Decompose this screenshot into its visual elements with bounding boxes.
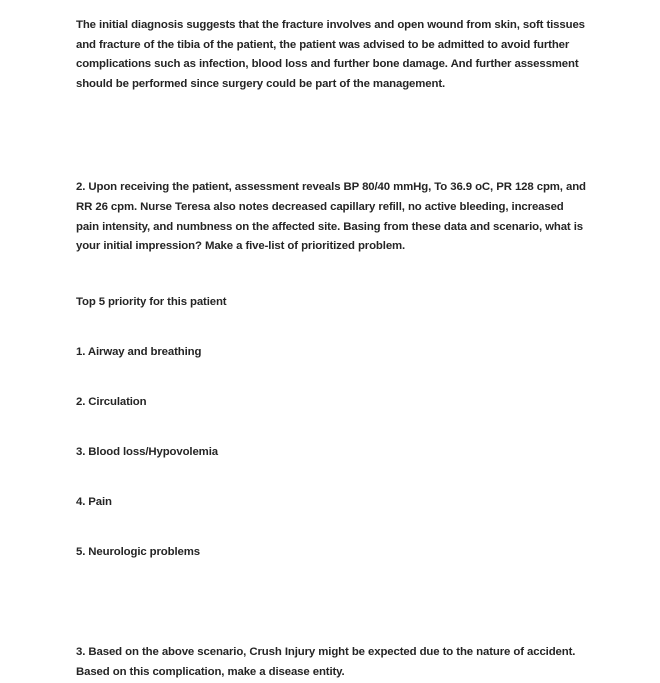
list-item: 4. Pain [76, 496, 112, 509]
paragraph-initial-diagnosis: The initial diagnosis suggests that the fracture involves and open wound from skin, soft tissues and fracture of the tibia of the patient, the patient was advised to be admitted to avoid further complications such as infection, blood loss and further bone damage. And further assessment should be performed since surgery could be part of the management. [76, 19, 585, 90]
spacer [76, 257, 588, 293]
list-item: 2. Circulation [76, 396, 147, 409]
list-item: 5. Neurologic problems [76, 546, 200, 559]
list-item: 3. Blood loss/Hypovolemia [76, 446, 218, 459]
list-item: 1. Airway and breathing [76, 346, 202, 359]
spacer [76, 593, 588, 643]
spacer [76, 94, 588, 178]
document-body [76, 16, 588, 683]
priority-list-heading: Top 5 priority for this patient [76, 295, 227, 308]
spacer [76, 312, 588, 343]
paragraph-question-three: 3. Based on the above scenario, Crush Injury might be expected due to the nature of accident. Based on this complication, make a disease entity. [76, 646, 576, 678]
paragraph-question-two: 2. Upon receiving the patient, assessment reveals BP 80/40 mmHg, To 36.9 oC, PR 128 cpm, and RR 26 cpm. Nurse Teresa also notes decreased capillary refill, no active bleeding, increased pain intensity, and numbness on the affected site. Basing from these data and scenario, what is your initial impression? Make a five-list of prioritized problem. [76, 181, 586, 253]
priority-list [76, 343, 588, 593]
